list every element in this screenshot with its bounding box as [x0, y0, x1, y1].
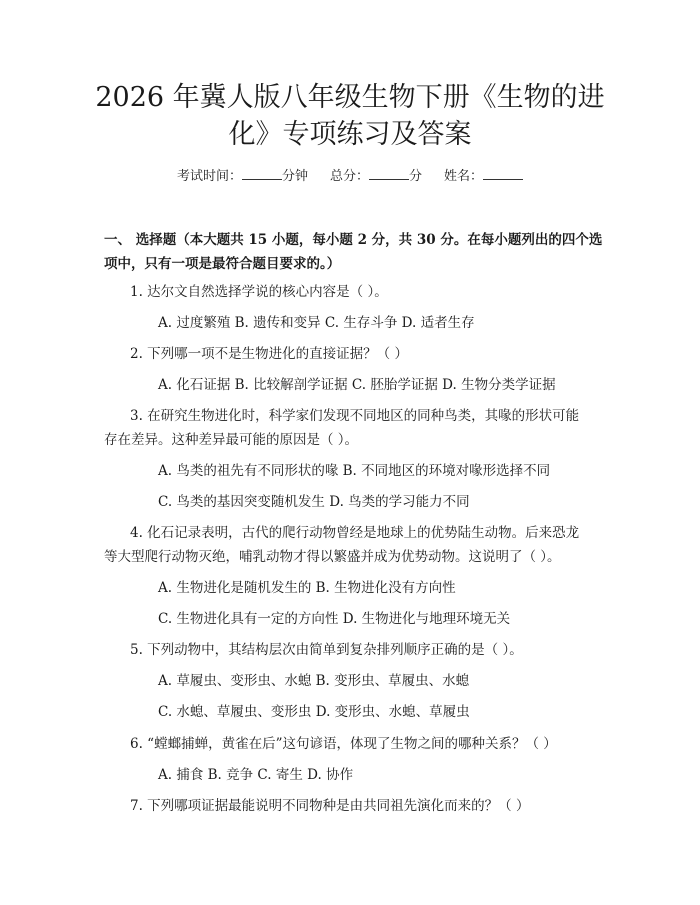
- section-text-line-2: 项中，只有一项是最符合题目要求的。）: [104, 256, 341, 272]
- question-1-stem: 1. 达尔文自然选择学说的核心内容是（ ）。: [130, 284, 388, 300]
- question-5-options-row-1: A. 草履虫、变形虫、水螅 B. 变形虫、草履虫、水螅: [158, 673, 470, 689]
- question-3-options-row-2: C. 鸟类的基因突变随机发生 D. 鸟类的学习能力不同: [158, 494, 470, 510]
- question-6-stem: 6. “螳螂捕蝉，黄雀在后”这句谚语，体现了生物之间的哪种关系？（ ）: [130, 736, 557, 752]
- exam-info: [0, 167, 700, 187]
- score-blank[interactable]: [369, 167, 409, 180]
- question-5-options-row-2: C. 水螅、草履虫、变形虫 D. 变形虫、水螅、草履虫: [158, 704, 470, 720]
- score-label: 总分：: [329, 169, 369, 184]
- section-number: 一、: [104, 232, 131, 248]
- time-label: 考试时间：: [176, 169, 242, 184]
- question-4-stem-continued: 等大型爬行动物灭绝，哺乳动物才得以繁盛并成为优势动物。这说明了（ ）。: [104, 549, 561, 565]
- question-6-options: A. 捕食 B. 竞争 C. 寄生 D. 协作: [158, 767, 354, 783]
- question-3-stem-continued: 存在差异。这种差异最可能的原因是（ ）。: [104, 432, 359, 448]
- question-5-stem: 5. 下列动物中，其结构层次由简单到复杂排列顺序正确的是（ ）。: [130, 642, 523, 658]
- page-title-line-1: 2026 年冀人版八年级生物下册《生物的进: [95, 82, 605, 113]
- question-4-options-row-1: A. 生物进化是随机发生的 B. 生物进化没有方向性: [158, 580, 456, 596]
- name-label: 姓名：: [444, 169, 484, 184]
- score-unit: 分: [409, 169, 423, 184]
- question-3-stem: 3. 在研究生物进化时，科学家们发现不同地区的同种鸟类，其喙的形状可能: [130, 408, 580, 424]
- question-4-options-row-2: C. 生物进化具有一定的方向性 D. 生物进化与地理环境无关: [158, 611, 511, 627]
- question-4-stem: 4. 化石记录表明，古代的爬行动物曾经是地球上的优势陆生动物。后来恐龙: [130, 525, 580, 541]
- question-3-options-row-1: A. 鸟类的祖先有不同形状的喙 B. 不同地区的环境对喙形选择不同: [158, 463, 551, 479]
- time-blank[interactable]: [242, 167, 282, 180]
- question-2-stem: 2. 下列哪一项不是生物进化的直接证据？（ ）: [130, 346, 408, 362]
- question-2-options: A. 化石证据 B. 比较解剖学证据 C. 胚胎学证据 D. 生物分类学证据: [158, 377, 556, 393]
- page-title-line-2: 化》专项练习及答案: [228, 119, 472, 150]
- section-heading: [104, 228, 604, 276]
- question-7-stem: 7. 下列哪项证据最能说明不同物种是由共同祖先演化而来的？（ ）: [130, 798, 530, 814]
- time-unit: 分钟: [281, 169, 308, 184]
- question-1-options: A. 过度繁殖 B. 遗传和变异 C. 生存斗争 D. 适者生存: [158, 315, 475, 331]
- name-blank[interactable]: [483, 167, 523, 180]
- section-text-line-1: 选择题（本大题共 15 小题，每小题 2 分，共 30 分。在每小题列出的四个选: [131, 232, 603, 248]
